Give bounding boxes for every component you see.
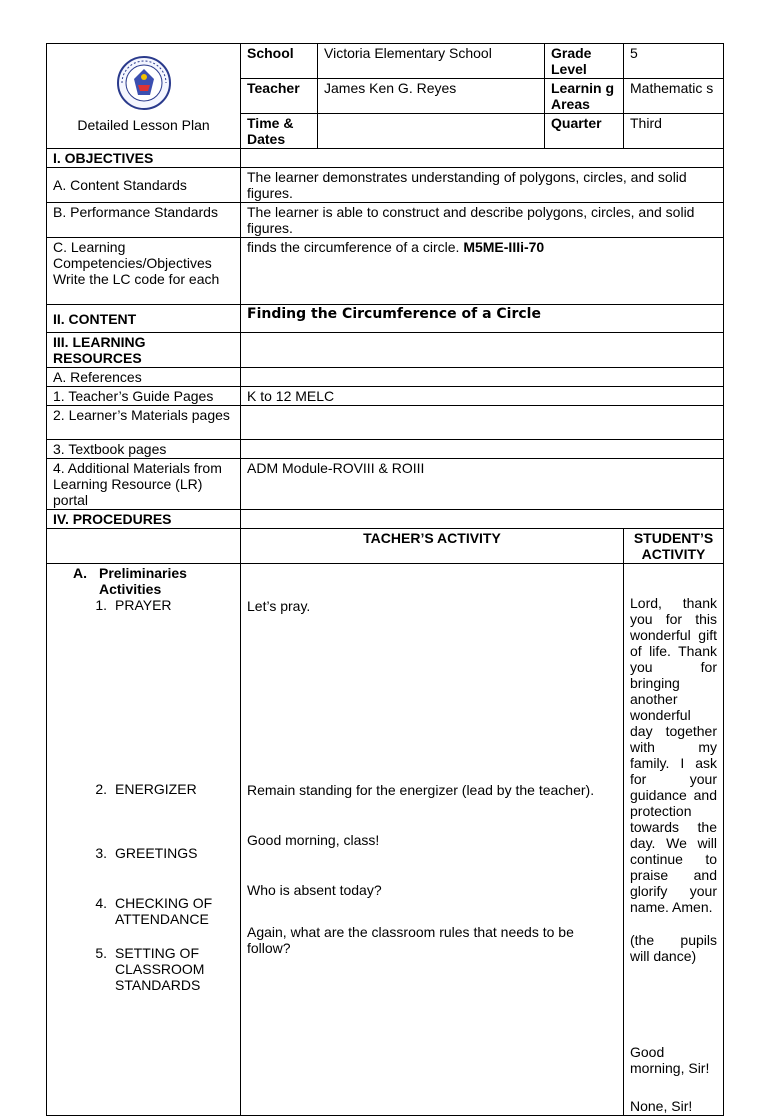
section-title: Preliminaries Activities (99, 565, 187, 597)
teacher-label: Teacher (241, 79, 318, 114)
school-label: School (241, 44, 318, 79)
learning-areas-value: Mathematic s (624, 79, 724, 114)
performance-standards-label: B. Performance Standards (47, 203, 241, 238)
additional-materials-label: 4. Additional Materials from Learning Resource (LR) portal (47, 459, 241, 510)
item-greetings: GREETINGS (115, 845, 198, 861)
learning-resources-empty (241, 333, 724, 368)
objectives-empty (241, 149, 724, 168)
learning-resources-heading: III. LEARNING RESOURCES (47, 333, 241, 368)
student-energizer: (the pupils will dance) (630, 932, 717, 964)
student-activity-cell (624, 564, 724, 1116)
references-empty (241, 368, 724, 387)
procedures-blank-header (47, 529, 241, 564)
student-prayer: Lord, thank you for this wonderful gift of life. Thank you for bringing another wonderful day together with my family. I ask for your guidance and protection towards the day. We will continue to praise and glorify your name. Amen. (630, 595, 717, 915)
school-value: Victoria Elementary School (318, 44, 545, 79)
item-classroom-standards: SETTING OF CLASSROOM STANDARDS (115, 945, 205, 993)
content-title: Finding the Circumference of a Circle (241, 305, 724, 333)
procedures-heading: IV. PROCEDURES (47, 510, 241, 529)
content-standards-value: The learner demonstrates understanding of polygons, circles, and solid figures. (241, 168, 724, 203)
learners-materials-label: 2. Learner’s Materials pages (47, 406, 241, 440)
teachers-guide-label: 1. Teacher’s Guide Pages (47, 387, 241, 406)
section-letter: A. (73, 565, 87, 581)
student-greetings: Good morning, Sir! (630, 1044, 710, 1076)
references-label: A. References (47, 368, 241, 387)
learning-competencies-label: C. Learning Competencies/Objectives Write the LC code for each (47, 238, 241, 305)
quarter-value: Third (624, 114, 724, 149)
document-title: Detailed Lesson Plan (77, 117, 210, 133)
teacher-standards: Again, what are the classroom rules that needs to be follow? (247, 924, 574, 956)
student-activity-header: STUDENT’S ACTIVITY (624, 529, 724, 564)
learning-competencies-value: finds the circumference of a circle. (247, 239, 464, 255)
time-dates-value (318, 114, 545, 149)
preliminaries-cell (47, 564, 241, 1116)
learning-areas-label: Learnin g Areas (545, 79, 624, 114)
learning-competencies-cell (241, 238, 724, 305)
deped-seal-logo (114, 55, 174, 111)
procedures-empty (241, 510, 724, 529)
textbook-pages-empty (241, 440, 724, 459)
additional-materials-value: ADM Module-ROVIII & ROIII (241, 459, 724, 510)
item-attendance: CHECKING OF ATTENDANCE (115, 895, 213, 927)
item-number: 3. (95, 845, 107, 861)
teacher-value: James Ken G. Reyes (318, 79, 545, 114)
content-heading: II. CONTENT (47, 305, 241, 333)
teacher-activity-header: TACHER’S ACTIVITY (241, 529, 624, 564)
grade-level-label: Grade Level (545, 44, 624, 79)
teacher-activity-cell (241, 564, 624, 1116)
item-number: 4. (95, 895, 107, 911)
content-standards-label: A. Content Standards (47, 168, 241, 203)
lc-code: M5ME-IIIi-70 (463, 239, 545, 255)
quarter-label: Quarter (545, 114, 624, 149)
performance-standards-value: The learner is able to construct and describe polygons, circles, and solid figures. (241, 203, 724, 238)
teacher-attendance: Who is absent today? (247, 882, 382, 898)
item-energizer: ENERGIZER (115, 781, 197, 797)
teacher-energizer: Remain standing for the energizer (lead by the teacher). (247, 782, 595, 798)
time-dates-label: Time & Dates (241, 114, 318, 149)
item-number: 2. (95, 781, 107, 797)
objectives-heading: I. OBJECTIVES (47, 149, 241, 168)
header-logo-cell (47, 44, 241, 149)
lesson-plan-table (46, 43, 724, 1116)
learners-materials-empty (241, 406, 724, 440)
teacher-prayer: Let’s pray. (247, 598, 311, 614)
item-number: 5. (95, 945, 107, 961)
item-number: 1. (95, 597, 107, 613)
textbook-pages-label: 3. Textbook pages (47, 440, 241, 459)
item-prayer: PRAYER (115, 597, 172, 613)
teacher-greetings: Good morning, class! (247, 832, 380, 848)
student-attendance: None, Sir! (630, 1098, 693, 1114)
teachers-guide-value: K to 12 MELC (241, 387, 724, 406)
grade-level-value: 5 (624, 44, 724, 79)
